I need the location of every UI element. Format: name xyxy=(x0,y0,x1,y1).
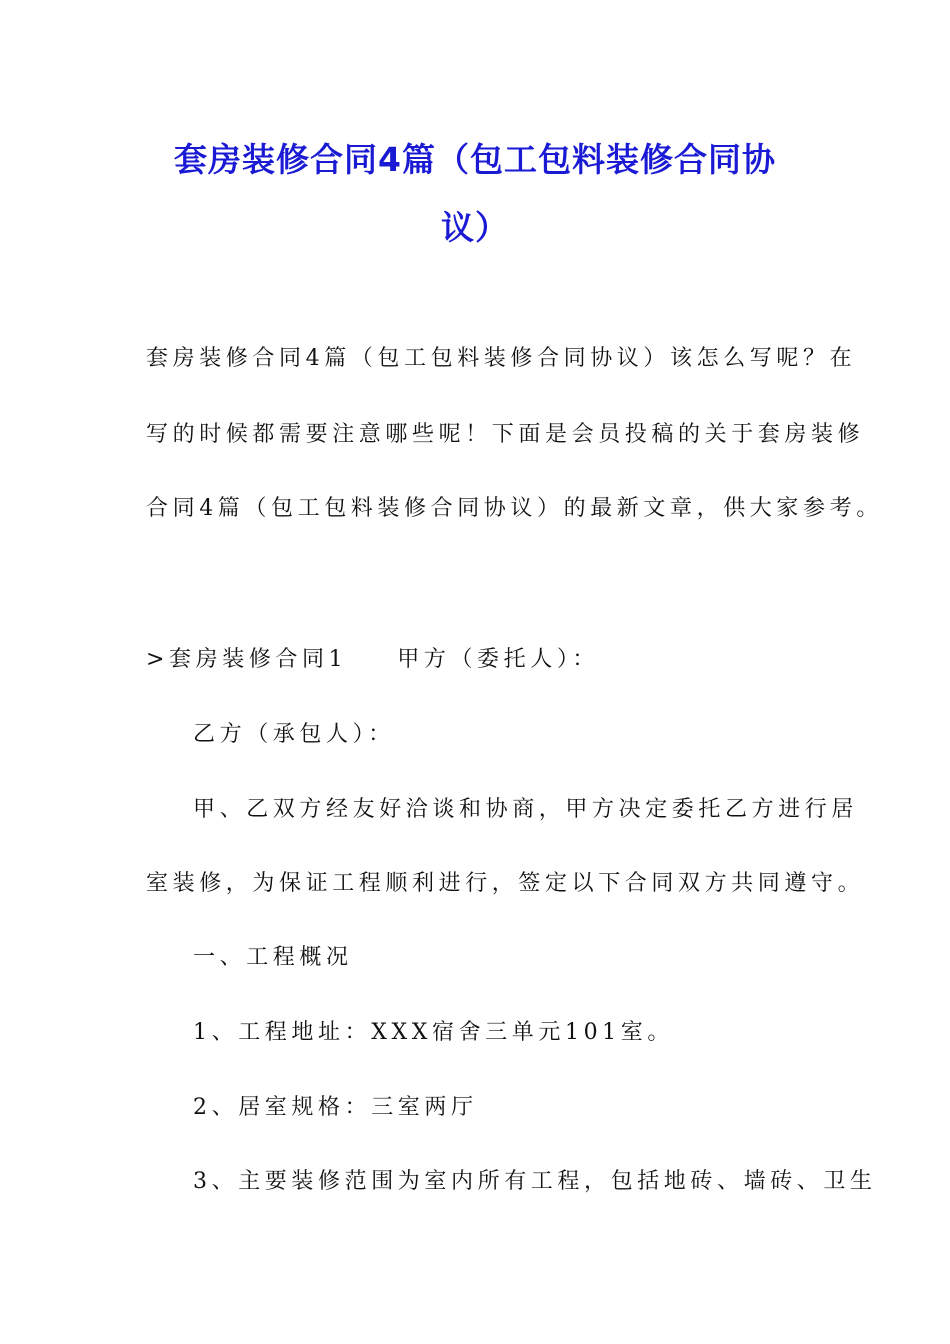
list-item-scope: 3、主要装修范围为室内所有工程，包括地砖、墙砖、卫生 xyxy=(193,1169,877,1194)
list-item-spec: 2、居室规格：三室两厅 xyxy=(193,1095,478,1120)
paragraph-line-1: 甲、乙双方经友好洽谈和协商，甲方决定委托乙方进行居 xyxy=(193,797,859,822)
paragraph-line-2: 室装修，为保证工程顺利进行，签定以下合同双方共同遵守。 xyxy=(146,871,865,896)
intro-line-2: 写的时候都需要注意哪些呢！下面是会员投稿的关于套房装修 xyxy=(146,422,865,447)
document-title-line-2: 议） xyxy=(441,208,509,247)
party-b-label: 乙方（承包人）： xyxy=(193,722,395,747)
intro-line-1: 套房装修合同4篇（包工包料装修合同协议）该怎么写呢？在 xyxy=(146,346,857,371)
contract-heading-row xyxy=(146,645,599,675)
list-item-address: 1、工程地址：XXX宿舍三单元101室。 xyxy=(193,1020,674,1045)
party-a-label: 甲方（委托人）： xyxy=(397,647,600,672)
contract-heading: >套房装修合同1 xyxy=(146,647,348,672)
section-heading: 一、工程概况 xyxy=(193,945,353,970)
intro-line-3: 合同4篇（包工包料装修合同协议）的最新文章，供大家参考。 xyxy=(146,496,883,521)
document-title-line-1: 套房装修合同4篇（包工包料装修合同协 xyxy=(174,140,776,179)
